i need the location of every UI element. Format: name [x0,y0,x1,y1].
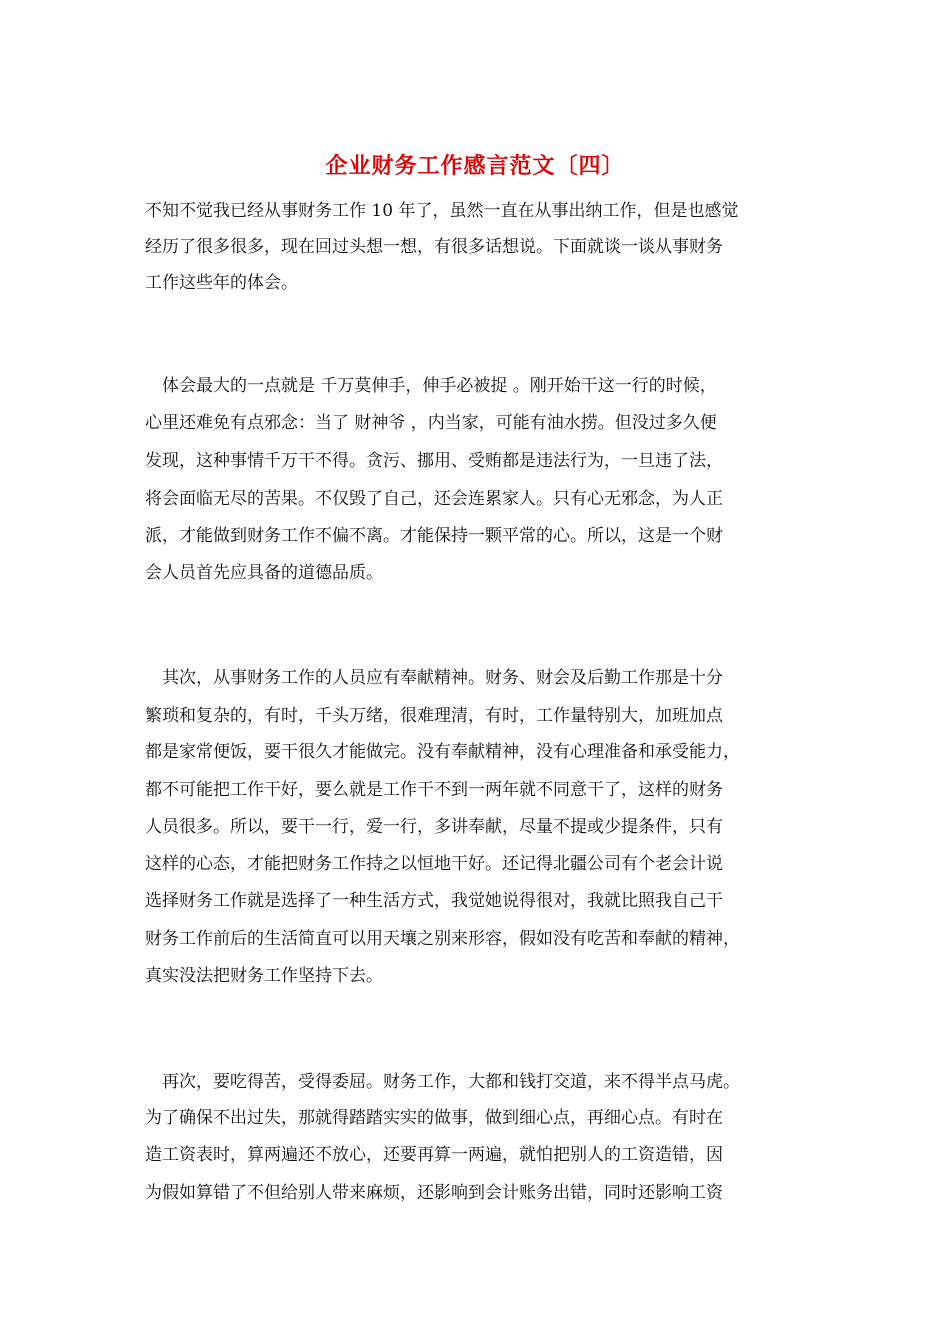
paragraph-2-line-6: 会人员首先应具备的道德品质。 [145,563,383,583]
paragraph-2-line-5: 派，才能做到财务工作不偏不离。才能保持一颗平常的心。所以，这是一个财 [145,526,723,546]
paragraph-4-line-4: 为假如算错了不但给别人带来麻烦，还影响到会计账务出错，同时还影响工资 [145,1183,723,1203]
paragraph-4-line-3: 造工资表时，算两遍还不放心，还要再算一两遍，就怕把别人的工资造错，因 [145,1145,723,1165]
paragraph-3-line-8: 财务工作前后的生活简直可以用天壤之别来形容，假如没有吃苦和奉献的精神， [145,929,740,949]
paragraph-4-line-2: 为了确保不出过失，那就得踏踏实实的做事，做到细心点，再细心点。有时在 [145,1108,723,1128]
paragraph-2-line-3: 发现，这种事情千万干不得。贪污、挪用、受贿都是违法行为，一旦违了法， [145,451,723,471]
paragraph-3-line-4: 都不可能把工作干好，要么就是工作干不到一两年就不同意干了，这样的财务 [145,780,723,800]
document-title: 企业财务工作感言范文〔四〕 [325,153,625,179]
paragraph-1-line-3: 工作这些年的体会。 [145,273,298,293]
paragraph-3-line-3: 都是家常便饭，要干很久才能做完。没有奉献精神，没有心理准备和承受能力， [145,742,740,762]
paragraph-4-line-1: 再次，要吃得苦，受得委屈。财务工作，大都和钱打交道，来不得半点马虎。 [145,1072,740,1092]
paragraph-3-line-7: 选择财务工作就是选择了一种生活方式，我觉她说得很对，我就比照我自己干 [145,891,723,911]
paragraph-1-line-1: 不知不觉我已经从事财务工作 10 年了，虽然一直在从事出纳工作，但是也感觉 [145,201,739,221]
paragraph-2-line-2: 心里还难免有点邪念：当了 财神爷 ，内当家，可能有油水捞。但没过多久便 [145,413,717,433]
paragraph-3-line-6: 这样的心态，才能把财务工作持之以恒地干好。还记得北疆公司有个老会计说 [145,854,723,874]
paragraph-3-line-5: 人员很多。所以，要干一行，爱一行，多讲奉献，尽量不提或少提条件，只有 [145,817,723,837]
paragraph-3-line-2: 繁琐和复杂的，有时，千头万绪，很难理清，有时，工作量特别大，加班加点 [145,706,723,726]
paragraph-2-line-1: 体会最大的一点就是 千万莫伸手，伸手必被捉 。刚开始干这一行的时候， [145,376,717,396]
paragraph-3-line-9: 真实没法把财务工作坚持下去。 [145,966,383,986]
paragraph-2-line-4: 将会面临无尽的苦果。不仅毁了自己，还会连累家人。只有心无邪念，为人正 [145,489,723,509]
paragraph-3-line-1: 其次，从事财务工作的人员应有奉献精神。财务、财会及后勤工作那是十分 [145,668,723,688]
paragraph-1-line-2: 经历了很多很多，现在回过头想一想，有很多话想说。下面就谈一谈从事财务 [145,237,723,257]
